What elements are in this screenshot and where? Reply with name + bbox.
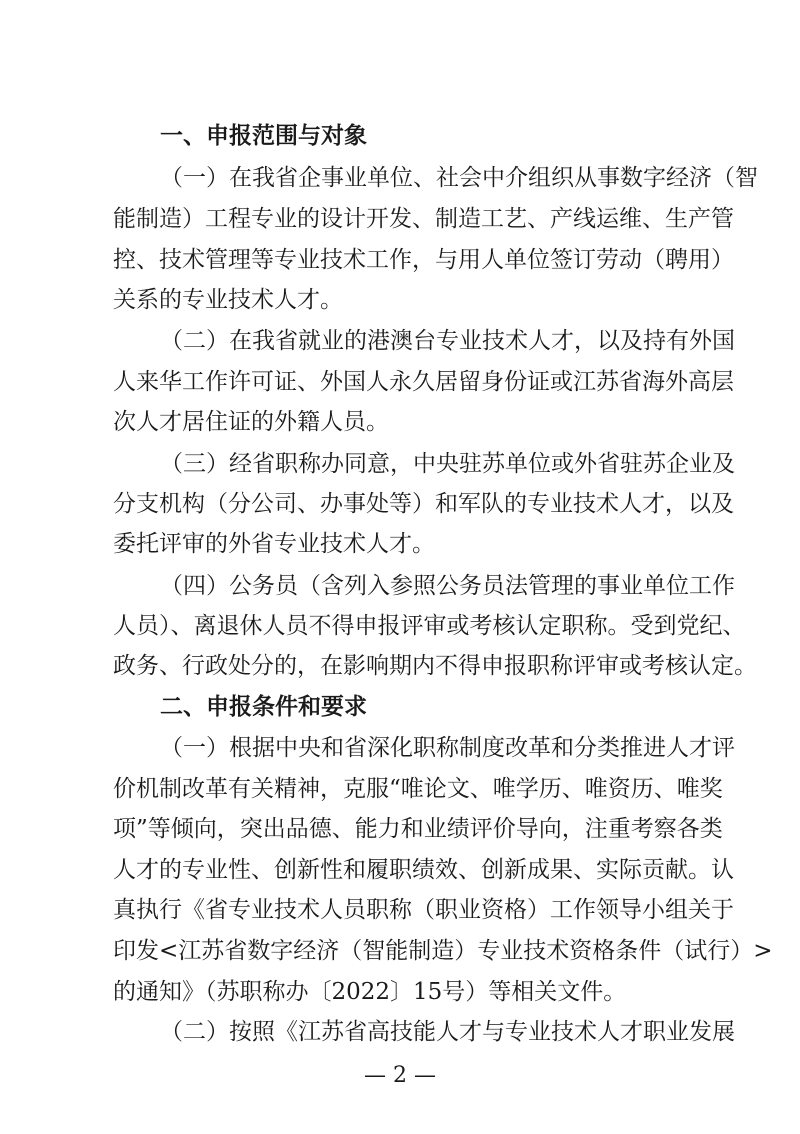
paragraph-line: 真执行《省专业技术人员职称（职业资格）工作领导小组关于 [113, 897, 734, 923]
paragraph-line: （三）经省职称办同意，中央驻苏单位或外省驻苏企业及 [160, 451, 735, 477]
paragraph-line: （二）按照《江苏省高技能人才与专业技术人才职业发展 [160, 1019, 735, 1045]
section-heading-1: 一、申报范围与对象 [160, 123, 367, 149]
paragraph-line: （二）在我省就业的港澳台专业技术人才，以及持有外国 [160, 328, 735, 354]
paragraph-line: 委托评审的外省专业技术人才。 [113, 531, 435, 557]
paragraph-line: 人员）、离退休人员不得申报评审或考核认定职称。受到党纪、 [113, 613, 746, 639]
paragraph-line: 印发<江苏省数字经济（智能制造）专业技术资格条件（试行）> [113, 938, 773, 964]
paragraph-line: 项”等倾向，突出品德、能力和业绩评价导向，注重考察各类 [113, 816, 723, 842]
paragraph-line: （四）公务员（含列入参照公务员法管理的事业单位工作 [160, 573, 735, 599]
paragraph-line: （一）在我省企事业单位、社会中介组织从事数字经济（智 [160, 165, 758, 191]
paragraph-line: 价机制改革有关精神，克服“唯论文、唯学历、唯资历、唯奖 [113, 776, 723, 802]
section-heading-2: 二、申报条件和要求 [160, 694, 367, 720]
paragraph-line: （一）根据中央和省深化职称制度改革和分类推进人才评 [160, 735, 735, 761]
paragraph-line: 次人才居住证的外籍人员。 [113, 409, 389, 435]
page-number: — 2 — [364, 1063, 436, 1088]
paragraph-line: 人来华工作许可证、外国人永久居留身份证或江苏省海外高层 [113, 369, 734, 395]
paragraph-line: 政务、行政处分的，在影响期内不得申报职称评审或考核认定。 [113, 653, 757, 679]
paragraph-line: 控、技术管理等专业技术工作，与用人单位签订劳动（聘用） [113, 247, 734, 273]
paragraph-line: 的通知》（苏职称办〔2022〕15号）等相关文件。 [113, 979, 627, 1005]
paragraph-line: 关系的专业技术人才。 [113, 287, 343, 313]
paragraph-line: 能制造）工程专业的设计开发、制造工艺、产线运维、生产管 [113, 206, 734, 232]
paragraph-line: 分支机构（分公司、办事处等）和军队的专业技术人才，以及 [113, 491, 734, 517]
paragraph-line: 人才的专业性、创新性和履职绩效、创新成果、实际贡献。认 [113, 857, 734, 883]
